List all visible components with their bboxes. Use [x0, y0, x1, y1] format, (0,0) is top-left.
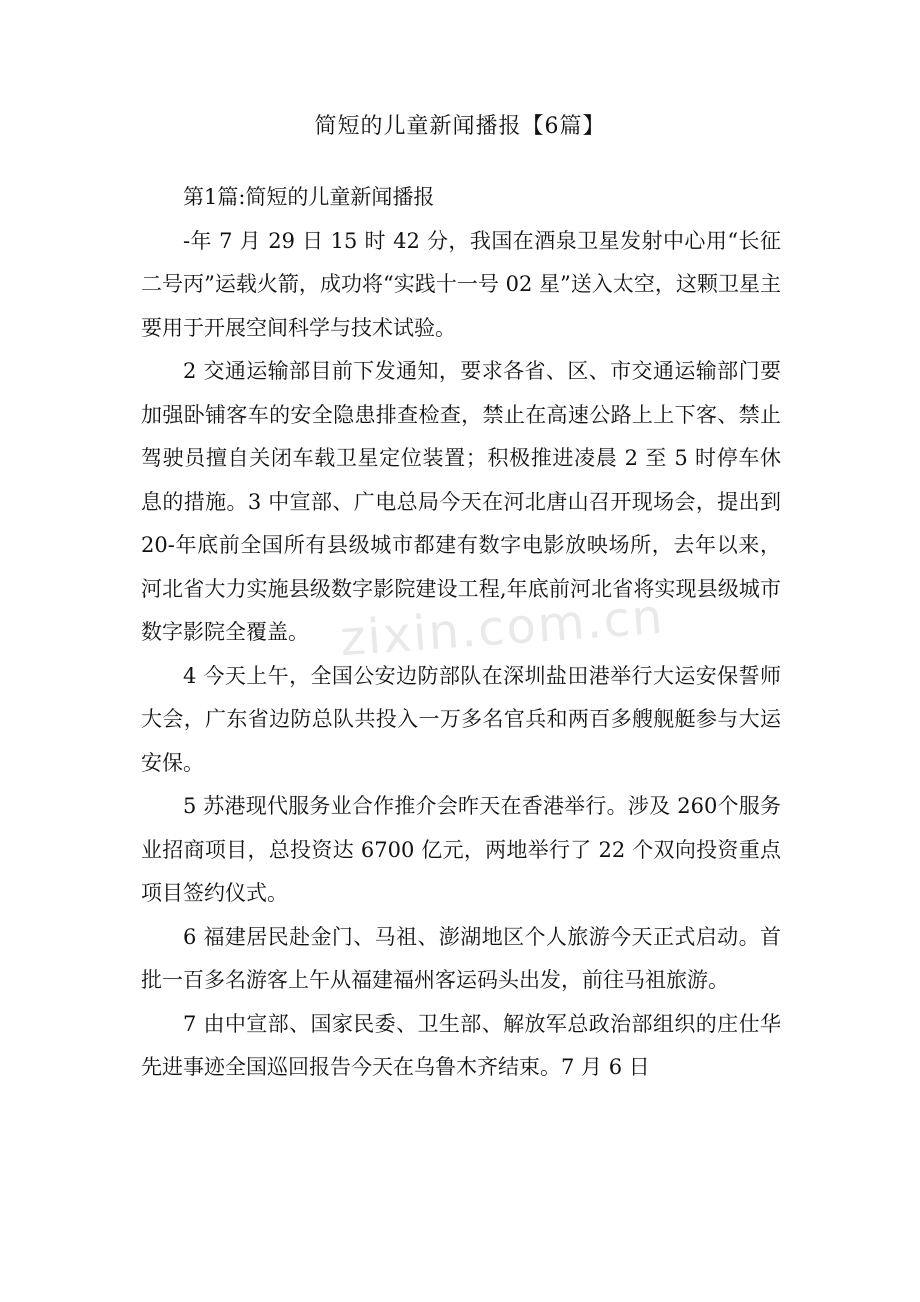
- document-title: 简短的儿童新闻播报【6篇】: [314, 114, 606, 139]
- watermark: zixin.com.cn: [338, 588, 667, 668]
- section-heading: 第1篇:简短的儿童新闻播报: [183, 185, 435, 209]
- paragraph-3: 4 今天上午，全国公安边防部队在深圳盐田港举行大运安保誓师大会，广东省边防总队共投入一万多名官兵和两百多艘舰艇参与大运安保。: [141, 663, 781, 775]
- document-body: [141, 176, 781, 1090]
- paragraph-6: 7 由中宣部、国家民委、卫生部、解放军总政治部组织的庄仕华先进事迹全国巡回报告今天在乌鲁木齐结束。7 月 6 日: [141, 1011, 781, 1079]
- paragraph-2: 2 交通运输部目前下发通知，要求各省、区、市交通运输部门要加强卧铺客车的安全隐患排查检查，禁止在高速公路上上下客、禁止驾驶员擅自关闭车载卫星定位装置；积极推进凌晨 2 至 5 时停车休息的措施。3 中宣部、广电总局今天在河北唐山召开现场会，提出到 20-年底前全国所有县级城市都建有数字电影放映场所，去年以来，河北省大力实施县级数字影院建设工程,年底前河北省将实现县级城市数字影院全覆盖。: [141, 359, 781, 644]
- paragraph-4: 5 苏港现代服务业合作推介会昨天在香港举行。涉及 260个服务业招商项目，总投资达 6700 亿元，两地举行了 22 个双向投资重点项目签约仪式。: [141, 794, 781, 905]
- paragraph-5: 6 福建居民赴金门、马祖、澎湖地区个人旅游今天正式启动。首批一百多名游客上午从福建福州客运码头出发，前往马祖旅游。: [141, 924, 781, 992]
- paragraph-1: -年 7 月 29 日 15 时 42 分，我国在酒泉卫星发射中心用“长征二号丙”运载火箭，成功将“实践十一号 02 星”送入太空，这颗卫星主要用于开展空间科学与技术试验。: [141, 228, 781, 340]
